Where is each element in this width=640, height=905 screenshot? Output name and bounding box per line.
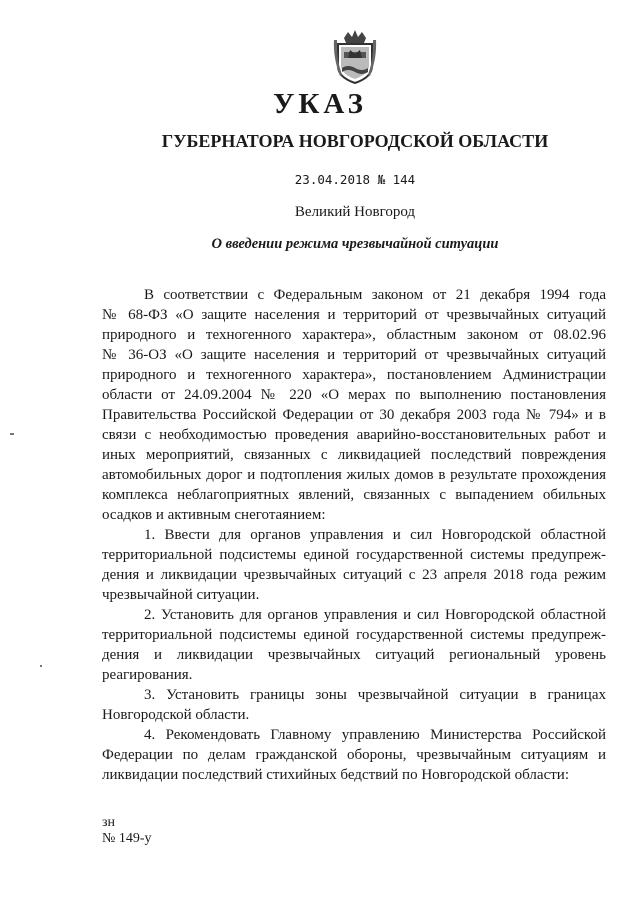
item-2-paragraph [102,605,606,685]
text-line: В соответствии с Федеральным законом от 21 декабря 1994 года [144,287,606,303]
preamble-paragraph [102,285,606,525]
novgorod-coat-of-arms-icon [330,28,380,84]
text-line: 1. Ввести для органов управления и сил Новгородской областной [144,527,606,543]
text-line: иных мероприятий, связанных с ликвидацией последствий повреждения [102,447,606,463]
city-name: Великий Новгород [294,204,416,220]
text-line: территориальной подсистемы единой государственной системы предупреж- [102,547,606,563]
text-line: связи с необходимостью проведения аварийно-восстановительных работ и [102,427,606,443]
scan-mark [10,433,14,435]
text-line: территориальной подсистемы единой государственной системы предупреж- [102,627,606,643]
footer-registration [102,815,152,847]
text-line: 3. Установить границы зоны чрезвычайной ситуации в границах [144,687,606,703]
text-line: ликвидации последствий стихийных бедствий по Новгородской области: [102,767,569,783]
item-4-paragraph [102,725,606,785]
item-3-paragraph [102,685,606,725]
text-line: Новгородской области. [102,707,250,723]
text-line: № 68-ФЗ «О защите населения и территорий от чрезвычайных ситуаций [102,307,606,323]
text-line: Правительства Российской Федерации от 30 декабря 2003 года № 794» и в [102,407,606,423]
text-line: № 36-ОЗ «О защите населения и территорий от чрезвычайных ситуаций [102,347,606,363]
date-and-number: 23.04.2018 № 144 [294,172,416,187]
scan-mark [40,665,42,667]
issuer-subtitle: ГУБЕРНАТОРА НОВГОРОДСКОЙ ОБЛАСТИ [161,131,549,151]
document-title: УКАЗ [273,88,367,120]
text-line: реагирования. [102,667,193,683]
text-line: комплекса неблагоприятных явлений, связанных с выпадением обильных [102,487,606,503]
footer-doc-number: № 149-у [102,831,152,846]
item-1-paragraph [102,525,606,605]
document-body [102,285,606,785]
text-line: осадков и активным снеготаянием: [102,507,326,523]
text-line: дения и ликвидации чрезвычайных ситуаций с 23 апреля 2018 года режим [102,567,606,583]
text-line: чрезвычайной ситуации. [102,587,260,603]
footer-initials: зн [102,815,116,830]
text-line: области от 24.09.2004 № 220 «О мерах по выполнению постановления [102,387,606,403]
text-line: природного и техногенного характера», постановлением Администрации [102,367,606,383]
text-line: дения и ликвидации чрезвычайных ситуаций региональный уровень [102,647,606,663]
text-line: 2. Установить для органов управления и сил Новгородской областной [144,607,606,623]
text-line: 4. Рекомендовать Главному управлению Министерства Российской [144,727,606,743]
text-line: автомобильных дорог и подтопления жилых домов в результате прохождения [102,467,606,483]
text-line: природного и техногенного характера», областным законом от 08.02.96 [102,327,606,343]
text-line: Федерации по делам гражданской обороны, чрезвычайным ситуациям и [102,747,606,763]
coat-of-arms-emblem [330,28,380,84]
decree-heading: О введении режима чрезвычайной ситуации [211,236,499,252]
